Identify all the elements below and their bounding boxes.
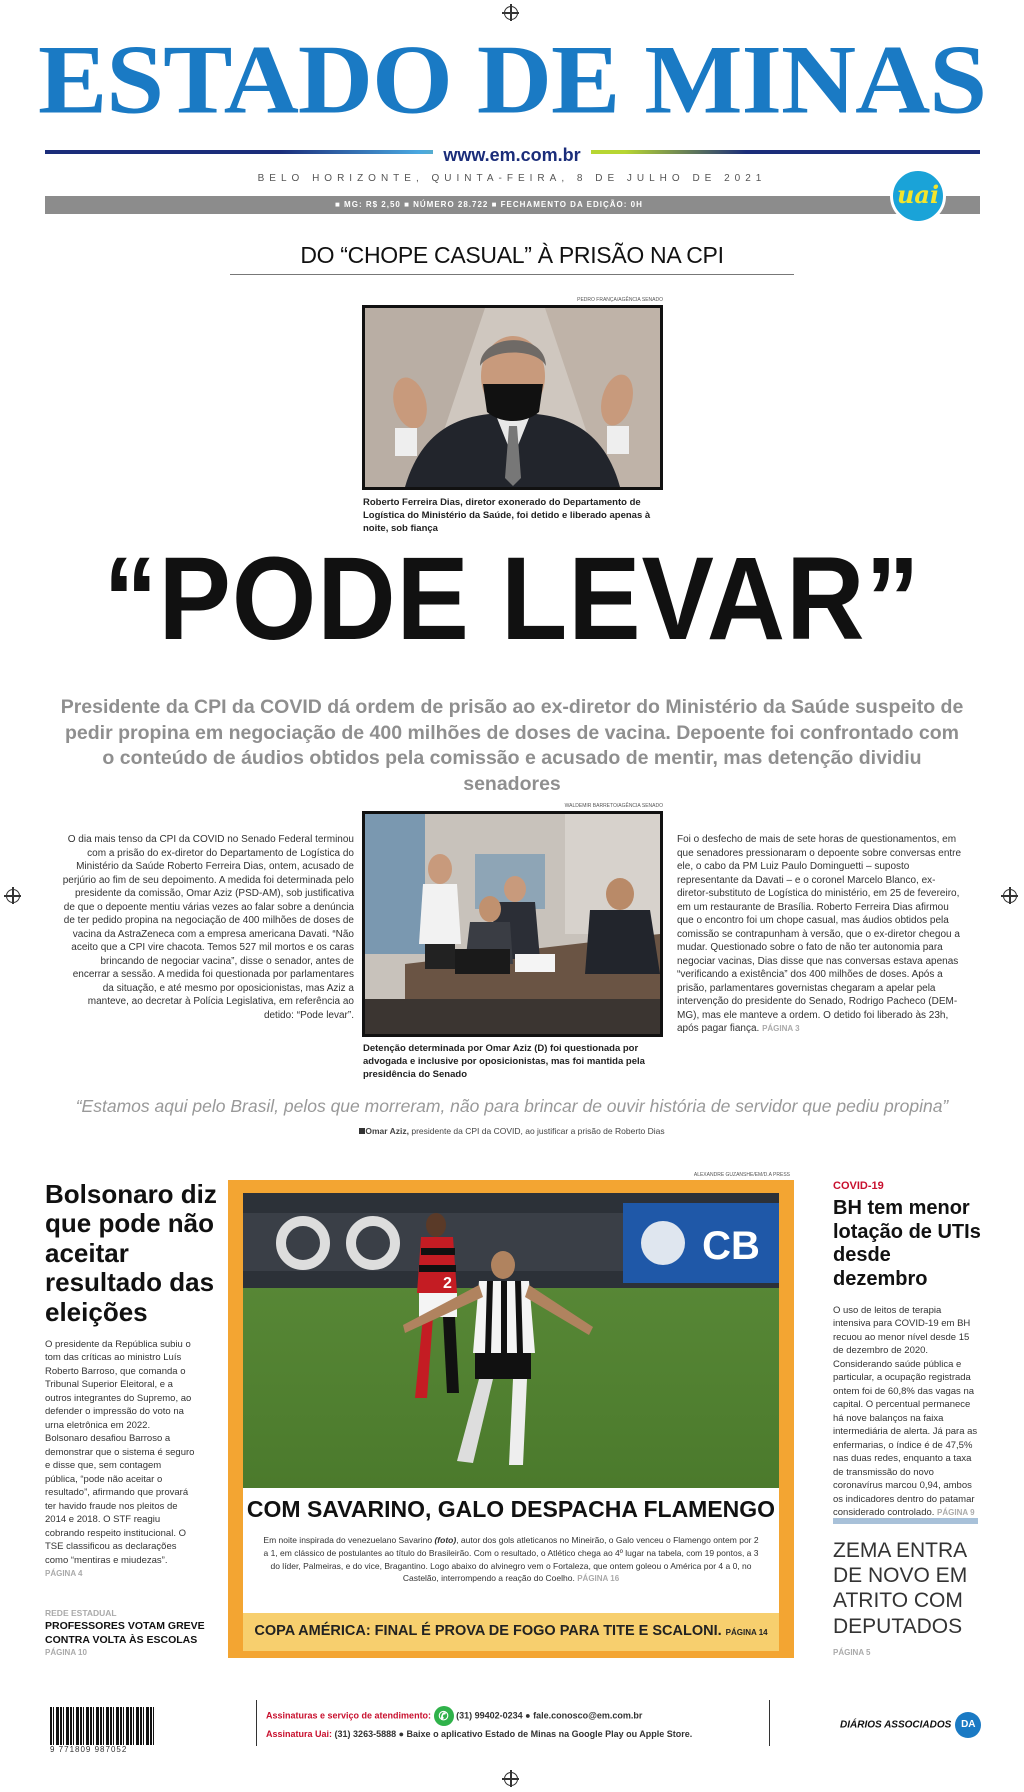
page-ref: PÁGINA 4 <box>45 1569 83 1579</box>
phone-number[interactable]: (31) 99402-0234 <box>456 1710 523 1721</box>
brief-label: REDE ESTADUAL <box>45 1608 117 1618</box>
zema-headline: ZEMA ENTRA DE NOVO EM ATRITO COM DEPUTADOS <box>833 1539 968 1638</box>
da-badge-icon: DA <box>955 1712 981 1738</box>
quote-attribution: Omar Aziz, presidente da CPI da COVID, ao justificar a prisão de Roberto Dias <box>0 1126 1024 1136</box>
page-ref: PÁGINA 3 <box>762 1024 800 1033</box>
main-photo <box>362 305 663 490</box>
dateline: BELO HORIZONTE, QUINTA-FEIRA, 8 DE JULHO DE 2021 <box>257 173 767 184</box>
photo-caption: Roberto Ferreira Dias, diretor exonerado do Departamento de Logística do Ministério da Saúde, foi detido e liberado apenas à noite, sob fiança <box>363 497 651 534</box>
photo-caption: Detenção determinada por Omar Aziz (D) foi questionada por advogada e inclusive por oposicionistas, mas foi mantida pela presidência do Senado <box>363 1043 645 1080</box>
kicker-rule <box>230 274 794 275</box>
site-url[interactable]: www.em.com.br <box>0 145 1024 166</box>
page-ref: PÁGINA 16 <box>577 1574 620 1584</box>
column-rule <box>833 1518 978 1524</box>
sports-photo <box>243 1193 779 1488</box>
bolsonaro-headline: Bolsonaro diz que pode não aceitar resultado das eleições <box>45 1179 217 1327</box>
cpi-photo <box>362 811 663 1037</box>
top-story-kicker: DO “CHOPE CASUAL” À PRISÃO NA CPI <box>300 242 724 268</box>
body-text-left: O dia mais tenso da CPI da COVID no Senado Federal terminou com a prisão do ex-diretor do Departamento de Logística do Ministério da Saúde Roberto Ferreira Dias, ontem, acusado de perjúrio ao fim de seu depoimento. A medida foi determinada pelo presidente da comissão, Omar Aziz (PSD-AM), sob justificativa de que o depoente mentiu várias vezes ao falar sobre a denúncia de ter pedido propina na negociação de 400 milhões de doses de vacina da AstraZeneca com a empresa americana Davati. “Não aceito que a CPI vire chacota. Temos 527 mil mortos e os caras brincando de negociar vacina”, disse o senador, antes de encerrar a sessão. A medida foi questionada por parlamentares da situação, e até mesmo por oposicionistas, mas Aziz a manteve, ao decretar à Polícia Legislativa, em referência ao detido: “Pode levar”. <box>62 834 354 1021</box>
football-illustration <box>243 1193 779 1488</box>
cpi-session-illustration <box>365 814 660 1034</box>
main-headline: “PODE LEVAR” <box>103 533 921 665</box>
bh-utis-headline: BH tem menor lotação de UTIs desde dezembro <box>833 1197 981 1290</box>
page-ref: PÁGINA 5 <box>833 1648 871 1657</box>
phone-number[interactable]: (31) 3263-5888 <box>334 1729 397 1739</box>
sports-headline: COM SAVARINO, GALO DESPACHA FLAMENGO <box>246 1496 776 1522</box>
photo-credit: ALEXANDRE GUZANSHE/EM/D.A PRESS <box>693 1172 790 1178</box>
footer-line-2: Assinatura Uai: (31) 3263-5888 ● Baixe o aplicativo Estado de Minas na Google Play ou Apple Store. <box>266 1729 693 1739</box>
masthead-title: ESTADO DE MINAS <box>37 24 987 135</box>
registration-mark <box>1003 889 1017 903</box>
copa-america-bar: COPA AMÉRICA: FINAL É PROVA DE FOGO PARA TITE E SCALONI. PÁGINA 14 <box>243 1613 779 1651</box>
section-label: COVID-19 <box>833 1180 884 1192</box>
pull-quote: “Estamos aqui pelo Brasil, pelos que morreram, não para brincar de ouvir história de servidor que pediu propina” <box>75 1096 949 1116</box>
registration-mark <box>504 6 518 20</box>
uai-logo: uai <box>890 168 946 224</box>
body-text-right: Foi o desfecho de mais de sete horas de questionamentos, em que senadores pressionaram o depoente sobre conversas entre ele, o cabo da PM Luiz Paulo Dominguetti – suposto representante da Davati – e o coronel Marcelo Blanco, ex-diretor-substituto de Logística do ministério, em 25 de fevereiro, em um restaurante de Brasília. Roberto Ferreira Dias afirmou que o encontro foi um chope casual, mas áudios obtidos pela comissão se contrapunham à versão, que o ex-diretor chegou a mudar. Questionado sobre o fato de não ter autonomia para negociar vacinas, Dias disse que nas conversas estava apenas “verificando a existência” dos 400 milhões de doses. Após a prisão, parlamentares governistas chegaram a apelar pela intervenção do presidente do Senado, Rodrigo Pacheco (DEM-MG), mas ele manteve a ordem. O detido foi liberado às 23h, após pagar fiança. PÁGINA 3 <box>677 834 962 1034</box>
photo-credit: WALDEMIR BARRETO/AGÊNCIA SENADO <box>564 803 663 809</box>
whatsapp-icon: ✆ <box>434 1706 454 1726</box>
diarios-associados-logo: DIÁRIOS ASSOCIADOS DA <box>840 1712 981 1738</box>
edition-infobar: ■ MG: R$ 2,50 ■ NÚMERO 28.722 ■ FECHAMENTO DA EDIÇÃO: 0H <box>45 196 980 214</box>
page-ref: PÁGINA 9 <box>937 1508 975 1518</box>
page-ref: PÁGINA 10 <box>45 1648 87 1657</box>
photo-credit: PEDRO FRANÇA/AGÊNCIA SENADO <box>577 297 663 303</box>
page-ref: PÁGINA 14 <box>725 1628 768 1637</box>
stadium-ad-text: CB <box>702 1224 760 1268</box>
contact-email[interactable]: ● fale.conosco@em.com.br <box>525 1710 643 1721</box>
bolsonaro-body: O presidente da República subiu o tom das críticas ao ministro Luís Roberto Barroso, que comanda o Tribunal Superior Eleitoral, e a outros integrantes do Supremo, ao defender o impressão do voto na urna eletrônica em 2022. Bolsonaro desafiou Barroso a demonstrar que o sistema é seguro e disse que, sem contagem pública, “pode não aceitar o resultado”, afirmando que provará ter havido fraude nos pleitos de 2014 e 2018. O STF reagiu cobrando respeito institucional. O TSE classificou as declarações como “mentiras e miudezas”. PÁGINA 4 <box>45 1339 195 1579</box>
app-download-text[interactable]: ● Baixe o aplicativo Estado de Minas na Google Play ou Apple Store. <box>398 1729 693 1739</box>
deck: Presidente da CPI da COVID dá ordem de prisão ao ex-diretor do Ministério da Saúde suspeito de pedir propina em negociação de 400 milhões de doses de vacina. Depoente foi confrontado com o conteúdo de áudios obtidos pela comissão e acusado de mentir, mas detenção dividiu senadores <box>60 696 964 796</box>
jersey-number: 2 <box>443 1275 452 1292</box>
barcode <box>50 1707 154 1745</box>
barcode-number: 9 771809 987052 <box>50 1745 128 1754</box>
registration-mark <box>504 1772 518 1786</box>
sports-body: Em noite inspirada do venezuelano Savarino (foto), autor dos gols atleticanos no Mineirão, o Galo venceu o Flamengo ontem por 2 a 1, em clássico de postulantes ao título do Brasileirão. Com o resultado, o Atlético chega ao 4º lugar na tabela, com 19 pontos, a 3 do líder, Palmeiras, e do vice, Bragantino. Logo abaixo do alvinegro vem o Fortaleza, que ontem goleou o América por 4 a 0, no Castelão, interrompendo a reação do Coelho. PÁGINA 16 <box>263 1535 759 1584</box>
registration-mark <box>6 889 20 903</box>
footer-line-1: Assinaturas e serviço de atendimento: ✆ (31) 99402-0234 ● fale.conosco@em.com.br <box>266 1706 766 1726</box>
brief-headline: PROFESSORES VOTAM GREVE CONTRA VOLTA ÀS ESCOLAS <box>45 1620 205 1646</box>
portrait-illustration <box>365 308 660 487</box>
bh-utis-body: O uso de leitos de terapia intensiva para COVID-19 em BH recuou ao menor nível desde 15 de dezembro de 2020. Considerando saúde pública e particular, a ocupação registrada ontem foi de 60,8% das vagas na capital. O percentual permanece há nove balanços na faixa intermediária de alerta. Já para as enfermarias, o índice é de 47,5% nas duas redes, enquanto a taxa de transmissão do novo coronavírus marcou 0,94, ambos os indicadores dentro do patamar considerado controlado. PÁGINA 9 <box>833 1305 978 1519</box>
